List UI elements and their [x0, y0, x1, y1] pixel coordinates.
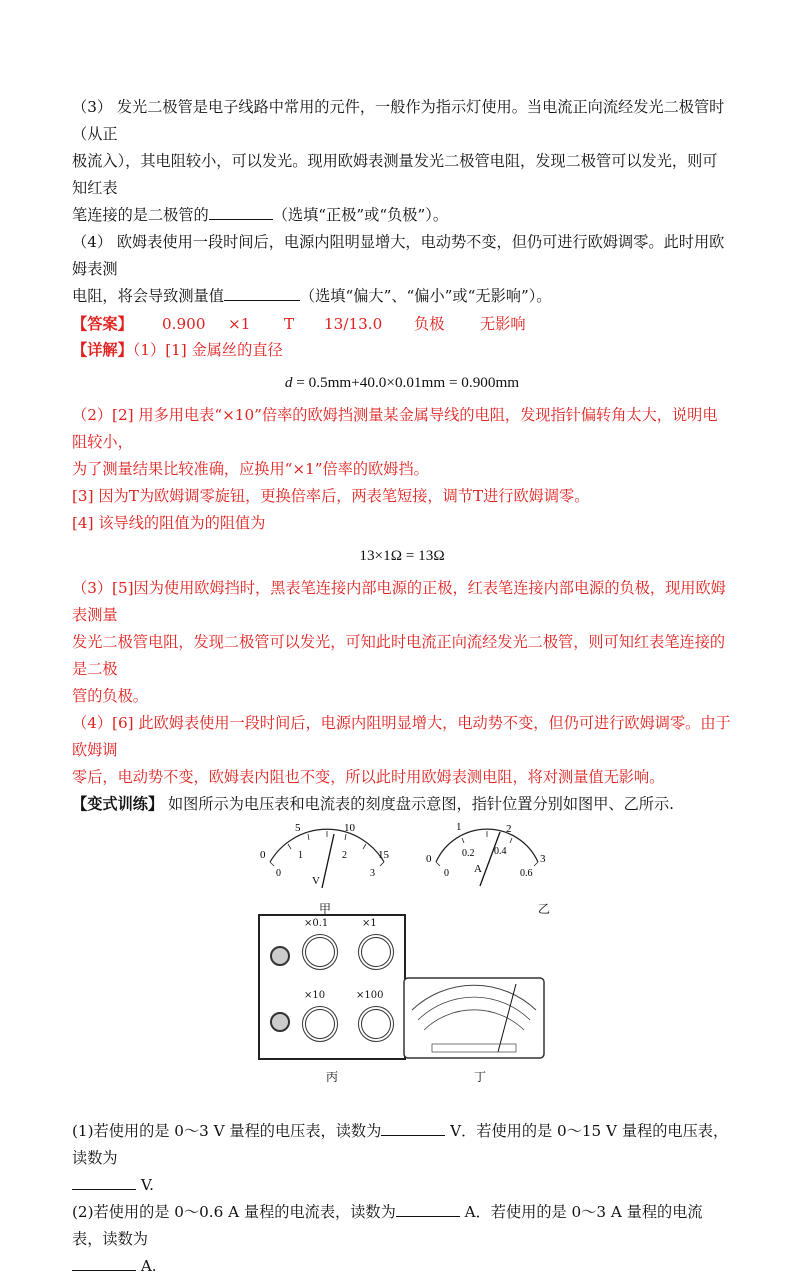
detail-p4: [4] 该导线的阻值为的阻值为: [72, 514, 266, 532]
ammeter-inner-tick: 0.6: [520, 868, 533, 879]
detail-p6-line1: （4）[6] 此欧姆表使用一段时间后，电源内阻明显增大，电动势不变，但仍可进行欧姆调零。由于欧姆调: [72, 714, 731, 759]
answer-row: [72, 310, 732, 337]
answer-blank[interactable]: [224, 286, 300, 301]
answer-blank[interactable]: [209, 205, 273, 220]
knob-label: ×0.1: [304, 918, 329, 929]
dial-knob[interactable]: [358, 1006, 394, 1042]
terminal-bottom: [270, 1012, 290, 1032]
ammeter-outer-tick: 0: [426, 853, 432, 865]
ammeter-outer-tick: 2: [506, 823, 512, 835]
dial-knob[interactable]: [358, 934, 394, 970]
knob-label: ×10: [304, 990, 326, 1001]
answer-blank[interactable]: [381, 1121, 445, 1136]
formula-resistance: 13×1Ω = 13Ω: [359, 547, 445, 564]
knob-label: ×1: [362, 918, 377, 929]
detail-p5-line2: 发光二极管电阻，发现二极管可以发光，可知此时电流正向流经发光二极管，则可知红表笔连接的是二极: [72, 633, 726, 678]
detail-p2-line1: （2）[2] 用多用电表“×10”倍率的欧姆挡测量某金属导线的电阻，发现指针偏转角太大，说明电阻较小，: [72, 406, 718, 451]
q-current-line2: A.: [72, 1253, 732, 1280]
dial-knob[interactable]: [302, 934, 338, 970]
figure-area: [72, 818, 732, 1118]
q-voltage-line2: V.: [72, 1172, 732, 1199]
answer-item: 0.900: [162, 314, 206, 333]
answer-item: 负极: [414, 315, 445, 333]
detail-p5-line3: 管的负极。: [72, 687, 148, 705]
resistance-box: [258, 914, 406, 1060]
figure-caption-ding: 丁: [474, 1070, 487, 1084]
detail-p5-line1: （3）[5]因为使用欧姆挡时，黑表笔连接内部电源的正极，红表笔连接内部电源的负极，现用欧姆表测量: [72, 579, 726, 624]
voltmeter-outer-tick: 15: [378, 849, 389, 861]
q3-line2: 极流入），其电阻较小，可以发光。现用欧姆表测量发光二极管电阻，发现二极管可以发光，则可知红表: [72, 152, 718, 197]
q3-line3: 笔连接的是二极管的 （选填“正极”或“负极”）。: [72, 206, 449, 224]
terminal-top: [270, 946, 290, 966]
formula-diameter: d = 0.5mm+40.0×0.01mm = 0.900mm: [284, 374, 520, 391]
answer-item: ×1: [228, 314, 251, 333]
q-voltage-line1: (1)若使用的是 0～3 V 量程的电压表，读数为 V．若使用的是 0～15 V 量程的电压表，读数为: [72, 1122, 729, 1167]
q3-line1: （3） 发光二极管是电子线路中常用的元件，一般作为指示灯使用。当电流正向流经发光二极管时（从正: [72, 98, 725, 143]
voltmeter-inner-tick: 3: [370, 868, 375, 879]
ammeter-inner-tick: 0: [444, 868, 449, 879]
q4-line1: （4） 欧姆表使用一段时间后，电源内阻明显增大，电动势不变，但仍可进行欧姆调零。此时用欧姆表测: [72, 233, 725, 278]
answer-item: T: [284, 314, 295, 333]
detail-p3: [3] 因为T为欧姆调零旋钮，更换倍率后，两表笔短接，调节T进行欧姆调零。: [72, 487, 590, 505]
multimeter-dial: [402, 976, 546, 1060]
detail-p6-line2: 零后，电动势不变，欧姆表内阻也不变，所以此时用欧姆表测电阻，将对测量值无影响。: [72, 768, 665, 786]
figure-caption-yi: 乙: [538, 902, 551, 916]
answer-label: 【答案】: [72, 315, 133, 333]
voltmeter-inner-tick: 2: [342, 850, 347, 861]
voltmeter-outer-tick: 10: [344, 822, 355, 834]
answer-item: 13/13.0: [324, 314, 383, 333]
answer-blank[interactable]: [72, 1175, 136, 1190]
voltmeter-inner-tick: 1: [298, 850, 303, 861]
ammeter-outer-tick: 1: [456, 821, 462, 833]
dial-knob[interactable]: [302, 1006, 338, 1042]
variant-heading: 【变式训练】 如图所示为电压表和电流表的刻度盘示意图，指针位置分别如图甲、乙所示.: [72, 795, 674, 813]
knob-label: ×100: [356, 990, 384, 1001]
detail-line1: 【详解】（1）[1] 金属丝的直径: [72, 341, 283, 359]
answer-blank[interactable]: [72, 1256, 136, 1271]
voltmeter-inner-tick: 0: [276, 868, 281, 879]
q-current-line1: (2)若使用的是 0～0.6 A 量程的电流表，读数为 A．若使用的是 0～3 A 量程的电流表，读数为: [72, 1203, 703, 1248]
ammeter-unit: A: [474, 863, 482, 875]
ammeter-inner-tick: 0.4: [494, 846, 507, 857]
voltmeter-outer-tick: 5: [295, 822, 301, 834]
ammeter-outer-tick: 3: [540, 853, 546, 865]
voltmeter-dial: [252, 818, 402, 898]
figure-caption-jia: 甲: [319, 902, 332, 916]
q4-line2: 电阻，将会导致测量值 （选填“偏大”、“偏小”或“无影响”）。: [72, 287, 552, 305]
figure-caption-bing: 丙: [326, 1070, 339, 1084]
ammeter-dial: [424, 818, 554, 898]
ammeter-inner-tick: 0.2: [462, 848, 475, 859]
document-page: [72, 94, 732, 1280]
answer-item: 无影响: [480, 315, 526, 333]
answer-blank[interactable]: [396, 1202, 460, 1217]
detail-p2-line2: 为了测量结果比较准确，应换用“×1”倍率的欧姆挡。: [72, 460, 429, 478]
voltmeter-unit: V: [312, 875, 320, 887]
voltmeter-outer-tick: 0: [260, 849, 266, 861]
